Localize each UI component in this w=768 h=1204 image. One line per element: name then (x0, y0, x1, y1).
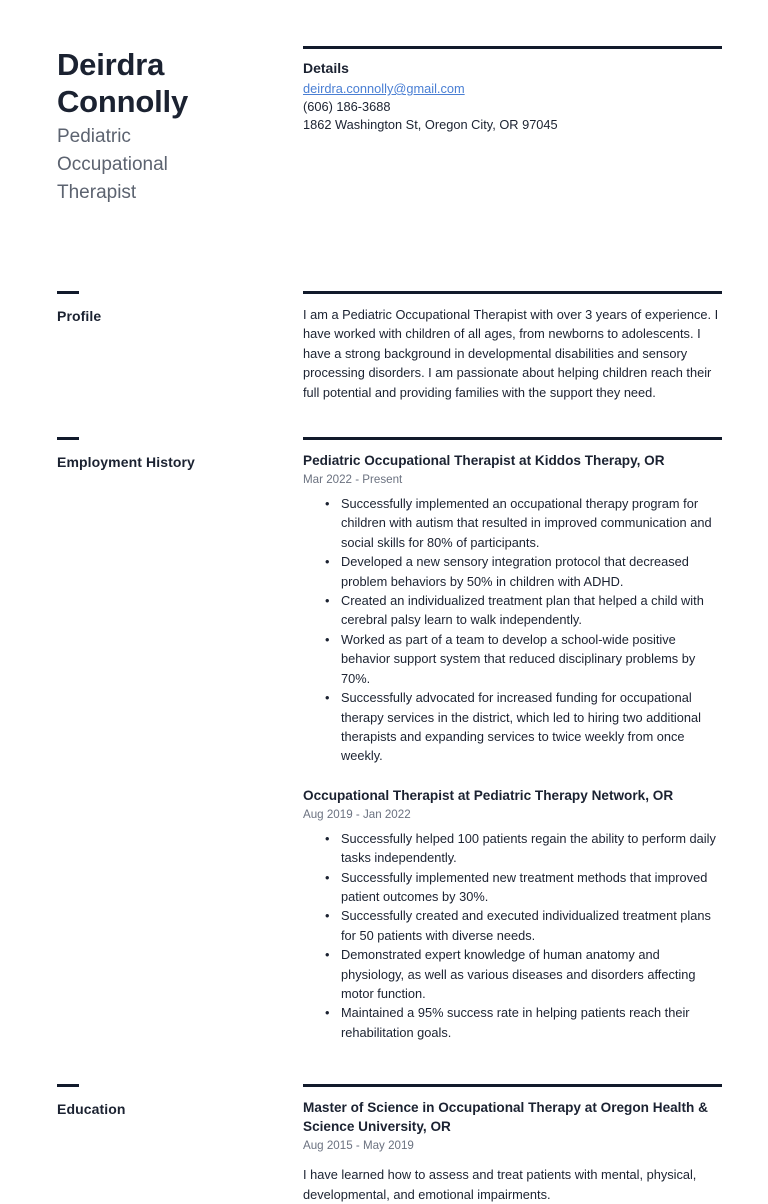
employment-entry-bullets (303, 829, 722, 1042)
list-item: • Worked as part of a team to develop a school-wide positive behavior support system that reduced disciplinary problems by 70%. (303, 630, 722, 688)
profile-text-block (303, 294, 722, 402)
email-link[interactable]: deirdra.connolly@gmail.com (303, 81, 465, 96)
section-dash-profile (57, 291, 79, 294)
section-dash-employment (57, 437, 79, 440)
list-item: • Maintained a 95% success rate in helping patients reach their rehabilitation goals. (303, 1003, 722, 1042)
employment-entry-title: Occupational Therapist at Pediatric Therapy Network, OR (303, 787, 674, 803)
section-label-profile: Profile (57, 308, 102, 324)
details-address: 1862 Washington St, Oregon City, OR 97045 (303, 117, 558, 132)
education-label-column (57, 1084, 303, 1118)
list-item: • Successfully created and executed individualized treatment plans for 50 patients with diverse needs. (303, 906, 722, 945)
list-item: • Successfully implemented new treatment methods that improved patient outcomes by 30%. (303, 868, 722, 907)
list-item: • Successfully advocated for increased funding for occupational therapy services in the district, which led to hiring two additional therapists and expanding services to twice weekly from once weekly. (303, 688, 722, 766)
employment-label-column (57, 437, 303, 471)
job-title-line-3: Therapist (57, 182, 137, 203)
list-item: • Developed a new sensory integration protocol that decreased problem behaviors by 50% in children with ADHD. (303, 552, 722, 591)
header-identity (57, 46, 303, 207)
profile-text: I am a Pediatric Occupational Therapist with over 3 years of experience. I have worked with children of all ages, from newborns to adolescents. I have a strong background in developmental disabilities and sensory processing disorders. I am passionate about helping children reach their full potential and providing families with the support they need. (303, 307, 719, 400)
first-name: Deirdra (57, 47, 165, 82)
employment-entry (303, 440, 722, 766)
details-heading: Details (303, 60, 349, 76)
section-dash-education (57, 1084, 79, 1087)
profile-content-column (303, 291, 722, 402)
details-block (303, 49, 722, 134)
education-entry-title: Master of Science in Occupational Therapy at Oregon Health & Science University, OR (303, 1100, 708, 1135)
education-entry-description: I have learned how to assess and treat patients with mental, physical, developmental, and emotional impairments. (303, 1167, 697, 1202)
list-item: • Demonstrated expert knowledge of human anatomy and physiology, as well as various diseases and disorders affecting motor function. (303, 945, 722, 1003)
section-label-employment: Employment History (57, 454, 195, 471)
job-title-line-2: Occupational (57, 154, 168, 175)
employment-entry-date: Aug 2019 - Jan 2022 (303, 807, 411, 821)
education-entry (303, 1087, 722, 1204)
details-phone: (606) 186-3688 (303, 99, 391, 114)
list-item: • Successfully helped 100 patients regain the ability to perform daily tasks independently. (303, 829, 722, 868)
details-column (303, 46, 722, 134)
employment-content-column (303, 437, 722, 1042)
profile-section (57, 291, 722, 402)
list-item: • Created an individualized treatment plan that helped a child with cerebral palsy learn to walk independently. (303, 591, 722, 630)
list-item: • Successfully implemented an occupational therapy program for children with autism that resulted in improved communication and social skills for 80% of participants. (303, 494, 722, 552)
education-content-column (303, 1084, 722, 1204)
details-email-row (303, 80, 722, 98)
employment-entry (303, 786, 722, 1042)
employment-entry-title: Pediatric Occupational Therapist at Kiddos Therapy, OR (303, 453, 665, 469)
last-name: Connolly (57, 84, 188, 119)
employment-section (57, 437, 722, 1042)
section-label-education: Education (57, 1101, 126, 1118)
header-section (57, 46, 722, 207)
job-title-subtitle (57, 123, 289, 207)
page-title (57, 46, 289, 120)
employment-entry-bullets (303, 494, 722, 766)
profile-label-column (57, 291, 303, 325)
education-entry-date: Aug 2015 - May 2019 (303, 1139, 414, 1153)
employment-entry-date: Mar 2022 - Present (303, 473, 403, 487)
job-title-line-1: Pediatric (57, 126, 131, 147)
education-section (57, 1084, 722, 1204)
